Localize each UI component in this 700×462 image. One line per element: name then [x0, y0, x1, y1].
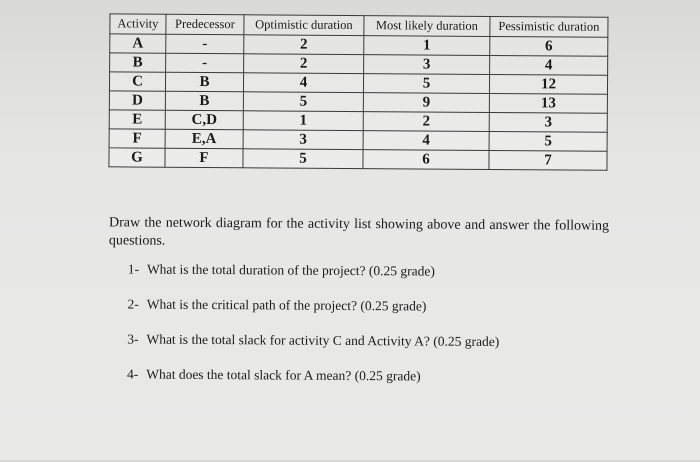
cell-most-likely: 9 [363, 93, 489, 113]
cell-activity: B [110, 53, 166, 72]
question-text: What is the total slack for activity C and Activity A? (0.25 grade) [146, 331, 500, 350]
cell-most-likely: 4 [363, 131, 489, 151]
cell-predecessor: B [165, 91, 243, 111]
table-header-row [110, 14, 608, 37]
cell-predecessor: C,D [165, 110, 243, 130]
question-text: What is the critical path of the project? (0.25 grade) [146, 296, 427, 314]
question-number: 2- [127, 296, 139, 312]
cell-optimistic: 2 [244, 35, 364, 55]
cell-most-likely: 6 [363, 150, 489, 170]
cell-pessimistic: 5 [489, 131, 607, 151]
question-text: What does the total slack for A mean? (0.25 grade) [146, 366, 421, 384]
cell-predecessor: E,A [165, 129, 243, 149]
cell-predecessor: F [165, 148, 243, 168]
question-list [127, 260, 628, 403]
cell-pessimistic: 3 [489, 112, 607, 132]
cell-optimistic: 5 [243, 149, 363, 169]
cell-pessimistic: 4 [490, 55, 608, 75]
header-pessimistic-duration: Pessimistic duration [490, 16, 608, 37]
cell-predecessor: B [165, 72, 243, 92]
cell-optimistic: 5 [243, 92, 363, 112]
cell-optimistic: 4 [243, 73, 363, 93]
header-most-likely-duration: Most likely duration [364, 16, 490, 37]
cell-activity: E [109, 110, 165, 129]
cell-activity: C [109, 72, 165, 91]
header-predecessor: Predecessor [166, 14, 244, 35]
instruction-text: Draw the network diagram for the activity list showing above and answer the following questions. [108, 215, 610, 249]
cell-pessimistic: 13 [489, 93, 607, 113]
cell-most-likely: 2 [363, 112, 489, 132]
cell-most-likely: 3 [364, 55, 490, 75]
question-item [127, 330, 627, 350]
cell-pessimistic: 6 [490, 36, 608, 56]
cell-predecessor: - [166, 34, 244, 54]
cell-most-likely: 1 [364, 36, 490, 56]
cell-pessimistic: 7 [489, 150, 607, 170]
question-number: 1- [127, 261, 140, 277]
question-number: 3- [127, 331, 139, 347]
header-activity: Activity [110, 14, 166, 34]
cell-pessimistic: 12 [489, 74, 607, 94]
activity-table [108, 13, 608, 170]
cell-predecessor: - [166, 53, 244, 73]
question-number: 4- [126, 366, 139, 382]
cell-activity: D [109, 91, 165, 110]
question-item [127, 365, 627, 385]
cell-activity: A [110, 34, 166, 53]
cell-most-likely: 5 [363, 74, 489, 94]
table-row [109, 148, 607, 170]
cell-optimistic: 3 [243, 130, 363, 150]
question-item [128, 260, 628, 280]
header-optimistic-duration: Optimistic duration [244, 15, 364, 36]
cell-optimistic: 2 [244, 54, 364, 74]
cell-optimistic: 1 [243, 111, 363, 131]
cell-activity: G [109, 148, 165, 167]
cell-activity: F [109, 129, 165, 148]
question-item [127, 295, 627, 315]
question-text: What is the total duration of the project? (0.25 grade) [146, 261, 435, 279]
